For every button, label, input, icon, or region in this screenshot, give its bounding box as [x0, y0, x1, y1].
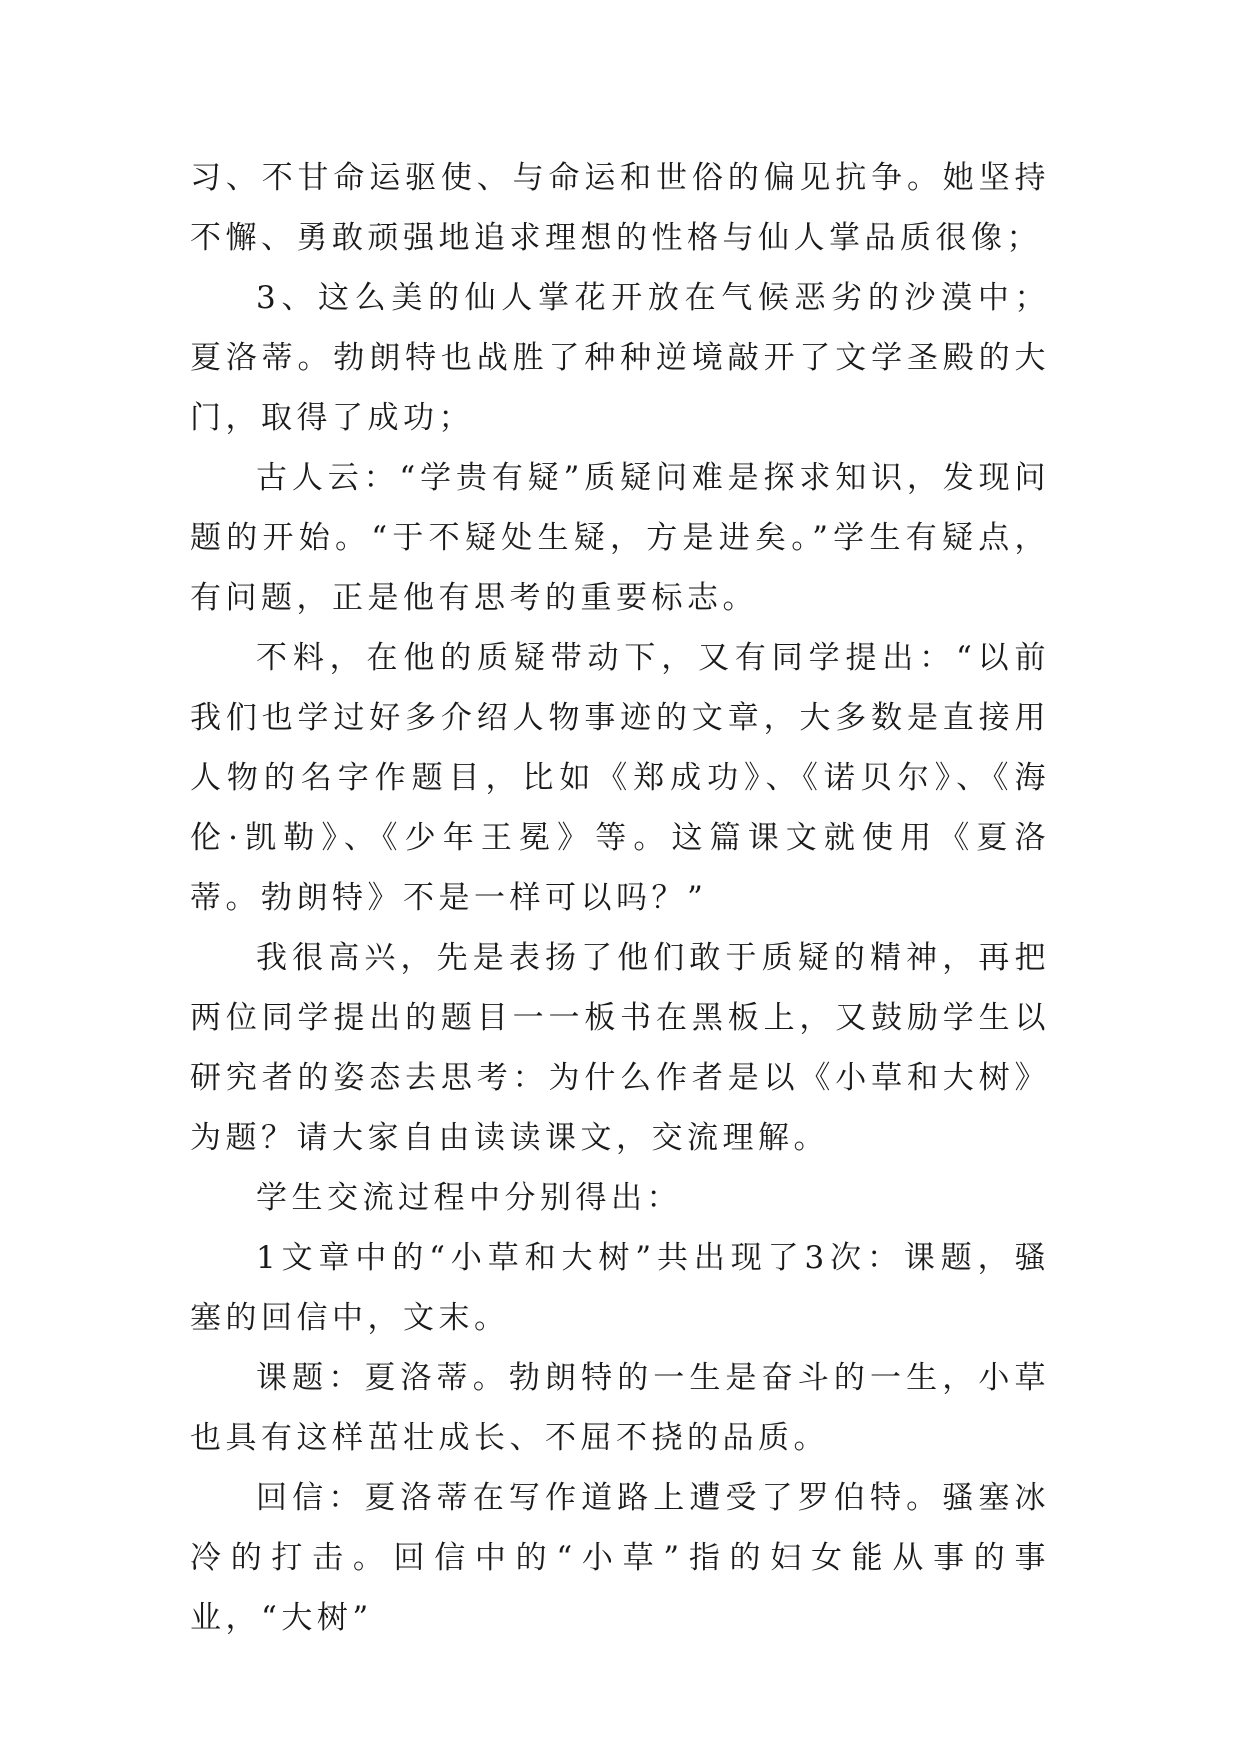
paragraph: 课题：夏洛蒂。勃朗特的一生是奋斗的一生，小草也具有这样茁壮成长、不屈不挠的品质。: [190, 1360, 1050, 1456]
document-body: [190, 148, 1050, 1648]
paragraph: 不料，在他的质疑带动下，又有同学提出：“以前我们也学过好多介绍人物事迹的文章，大多数是直接用人物的名字作题目，比如《郑成功》、《诺贝尔》、《海伦·凯勒》、《少年王冕》等。这篇课文就使用《夏洛蒂。勃朗特》不是一样可以吗？”: [190, 640, 1050, 916]
paragraph: 我很高兴，先是表扬了他们敢于质疑的精神，再把两位同学提出的题目一一板书在黑板上，又鼓励学生以研究者的姿态去思考：为什么作者是以《小草和大树》为题？请大家自由读读课文，交流理解。: [190, 940, 1050, 1156]
paragraph: 古人云：“学贵有疑”质疑问难是探求知识，发现问题的开始。“于不疑处生疑，方是进矣。”学生有疑点，有问题，正是他有思考的重要标志。: [190, 460, 1050, 616]
paragraph: 回信：夏洛蒂在写作道路上遭受了罗伯特。骚塞冰冷的打击。回信中的“小草”指的妇女能从事的事业，“大树”: [190, 1480, 1050, 1636]
paragraph: 习、不甘命运驱使、与命运和世俗的偏见抗争。她坚持不懈、勇敢顽强地追求理想的性格与仙人掌品质很像；: [190, 160, 1050, 256]
paragraph: 3、这么美的仙人掌花开放在气候恶劣的沙漠中；夏洛蒂。勃朗特也战胜了种种逆境敲开了文学圣殿的大门，取得了成功；: [190, 280, 1050, 436]
paragraph: 1文章中的“小草和大树”共出现了3次：课题，骚塞的回信中，文末。: [190, 1240, 1050, 1336]
paragraph: 学生交流过程中分别得出：: [256, 1180, 682, 1216]
